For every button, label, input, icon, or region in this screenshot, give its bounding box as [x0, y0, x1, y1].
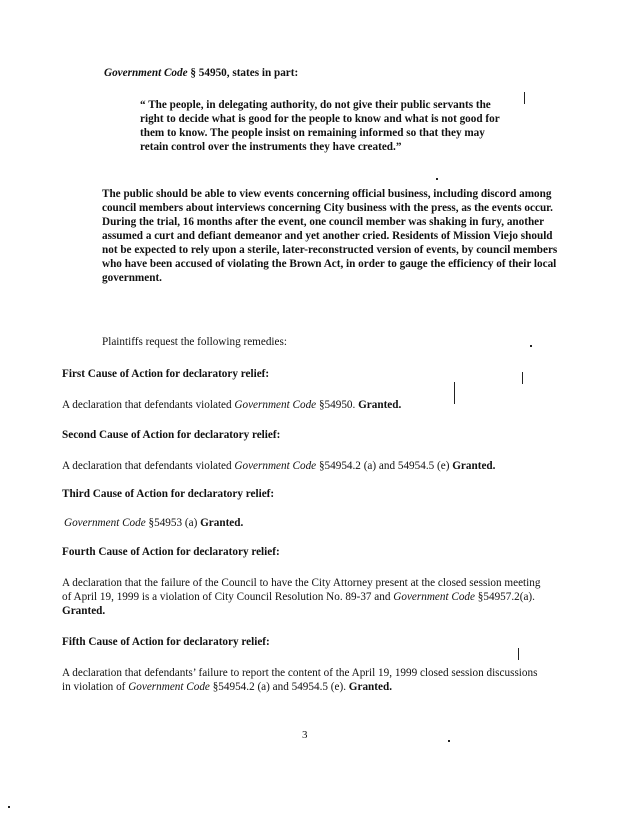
code-name: Government Code [104, 67, 188, 79]
scan-mark [530, 345, 532, 347]
cause-1-code: Government Code [234, 399, 317, 411]
page-number: 3 [302, 729, 308, 741]
cause-1-ruling: Granted. [358, 399, 402, 411]
cause-5-heading: Fifth Cause of Action for declaratory relief: [62, 636, 270, 648]
code-section-text: § 54950, states in part: [187, 67, 299, 79]
cause-3-post: §54953 (a) [145, 517, 201, 529]
scan-mark [8, 806, 10, 808]
scan-mark [522, 372, 523, 384]
cause-3-ruling: Granted. [200, 517, 244, 529]
cause-5-ruling: Granted. [348, 681, 392, 693]
scan-mark [436, 178, 438, 180]
cause-4-text [62, 576, 552, 618]
cause-3-text [64, 516, 243, 530]
cause-2-pre: A declaration that defendants violated [62, 460, 235, 472]
cause-5-pre: A declaration that defendants’ failure to report the content of the April 19, 1999 closed session discussions in violation of [62, 667, 538, 693]
code-intro-line [104, 66, 298, 80]
cause-2-text [62, 459, 495, 473]
cause-3-code: Government Code [64, 517, 146, 529]
scan-mark [454, 382, 455, 404]
cause-1-pre: A declaration that defendants violated [62, 399, 235, 411]
block-quote: “ The people, in delegating authority, do not give their public servants the right to decide what is good for the people to know and what is not good for them to know. The people insist on remaining informed so that they may retain control over the instruments they have created.” [140, 99, 500, 153]
cause-5-text [62, 666, 546, 694]
cause-1-heading: First Cause of Action for declaratory relief: [62, 368, 270, 380]
cause-4-post: §54957.2(a). [474, 591, 535, 603]
cause-4-pre: A declaration that the failure of the Council to have the City Attorney present at the closed session meeting of April 19, 1999 is a violation of City Council Resolution No. 89-37 and [62, 577, 541, 603]
cause-2-code: Government Code [234, 460, 317, 472]
cause-2-heading: Second Cause of Action for declaratory relief: [62, 429, 281, 441]
cause-5-code: Government Code [128, 681, 210, 693]
scan-mark [524, 92, 525, 104]
cause-3-heading: Third Cause of Action for declaratory relief: [62, 488, 275, 500]
cause-4-heading: Fourth Cause of Action for declaratory relief: [62, 546, 280, 558]
remedies-intro: Plaintiffs request the following remedies: [102, 336, 287, 348]
cause-2-ruling: Granted. [452, 460, 496, 472]
cause-4-ruling: Granted. [62, 605, 106, 617]
cause-5-post: §54954.2 (a) and 54954.5 (e). [209, 681, 349, 693]
scan-mark [448, 740, 450, 742]
cause-1-text [62, 398, 401, 412]
cause-2-post: §54954.2 (a) and 54954.5 (e) [316, 460, 453, 472]
cause-1-post: §54950. [316, 399, 359, 411]
public-view-paragraph: The public should be able to view events concerning official business, including discord among council members about interviews concerning City business with the press, as the events occur. During the trial, 16 months after the event, one council member was shaking in fury, another assumed a curt and defiant demeanor and yet another cried. Residents of Mission Viejo should not be expected to rely upon a sterile, later-reconstructed version of events, by council members who have been accused of violating the Brown Act, in order to gauge the efficiency of their local government. [102, 188, 558, 284]
scan-mark [518, 648, 519, 660]
cause-4-code: Government Code [393, 591, 475, 603]
